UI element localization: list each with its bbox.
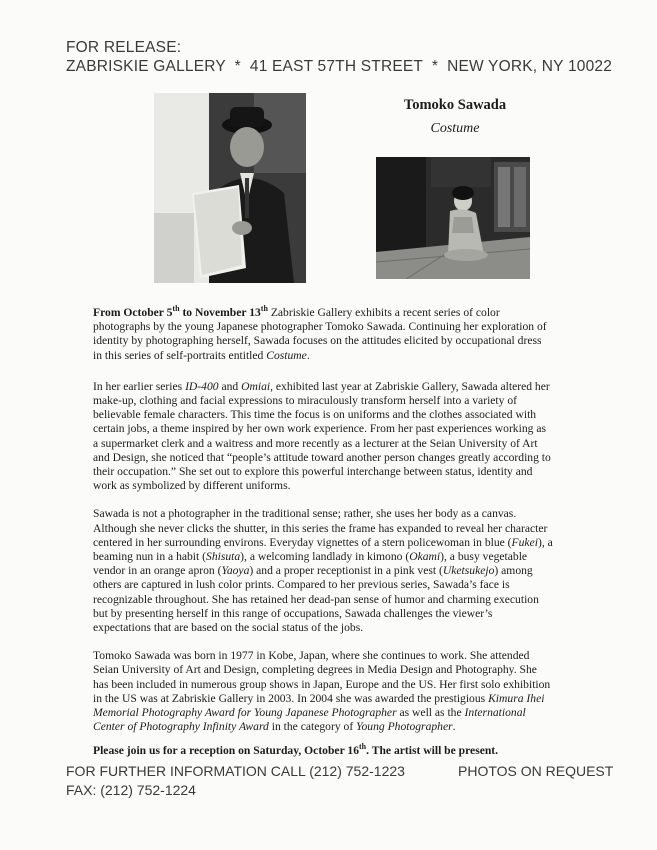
photo-kimono-portrait [376,157,530,279]
text-fragment: Please join us for a reception on Saturday, October 16 [93,744,360,758]
intro-end: . [306,348,310,362]
open-date-start: From October 5 [93,306,173,319]
award-icp-infinity: International Center of Photography Infinity Award [93,706,526,734]
press-release-body [93,306,553,773]
artist-name: Tomoko Sawada [403,97,507,113]
gallery-address: ZABRISKIE GALLERY * 41 EAST 57TH STREET * NEW YORK, NY 10022 [66,58,613,75]
photos-on-request: PHOTOS ON REQUEST [458,763,614,779]
text-fragment: ), a welcoming landlady in kimono ( [240,550,410,564]
ordinal-suffix: th [172,304,180,314]
photo-uniform-portrait [154,93,306,283]
paragraph-photographer [93,507,553,635]
ordinal-suffix: th [359,742,367,752]
series-title: Costume [430,121,480,136]
work-yaoya: Yaoya [221,564,250,578]
kimono-portrait-image [376,157,530,279]
text-fragment: and [218,379,242,393]
phone-info: FOR FURTHER INFORMATION CALL (212) 752-1223 [66,763,405,779]
text-fragment: . The artist will be present. [366,744,499,758]
work-uketsukejo: Uketsukejo [442,564,495,578]
text-fragment: ) among others are captured in lush color prints. Compared to her previous series, Sawada’s face is recognizable throughout. She has retained her dead-pan sense of humor and charming execution but by presenting herself in this range of occupations, Sawada challenges the viewer’s expectations that are based on the social status of the jobs. [93,564,539,635]
text-fragment: , exhibited last year at Zabriskie Gallery, Sawada altered her make-up, clothing and facial expressions to miraculously transform herself into a variety of believable female characters. This time the focus is on uniforms and the clothes associated with certain jobs, a theme inspired by her own work experience. From her past experiences working as a supermarket clerk and a waitress and more recently as a lecturer at the Seian University of Art and Design, she noticed that “people’s attitude toward another person changes greatly according to their occupation.” She set out to explore this powerful interchange between status, identity and work as symbolized by different uniforms. [93,379,551,493]
work-fukei: Fukei [511,535,538,549]
text-fragment: in the category of [268,720,357,734]
text-fragment: In her earlier series [93,379,186,393]
work-shisuta: Shisuta [206,550,241,564]
text-fragment: . [452,720,456,734]
release-header [66,38,612,76]
series-id400: ID-400 [185,379,219,393]
intro-text: Zabriskie Gallery exhibits a recent series of color photographs by the young Japanese photographer Tomoko Sawada. Continuing her exploration of identity by photographing herself, Sawada focuses on the attitudes elicited by occupational dress in this series of self-portraits entitled [93,306,547,362]
uniform-portrait-image [154,93,306,283]
text-fragment: ) and a proper receptionist in a pink vest ( [249,564,443,578]
intro-series-title: Costume [266,348,307,362]
paragraph-earlier-series [93,380,553,494]
open-date-end: to November 13 [179,306,261,319]
contact-footer [66,762,405,800]
reception-invitation [93,744,553,758]
paragraph-intro [93,306,553,363]
fax-info: FAX: (212) 752-1224 [66,782,196,798]
text-fragment: ), a busy vegetable vendor in an orange apron ( [93,550,528,578]
exhibition-title-block [380,96,530,140]
award-category: Young Photographer [356,720,453,734]
text-fragment: Tomoko Sawada was born in 1977 in Kobe, Japan, where she continues to work. She attended Seian University of Art and Design, completing degrees in Media Design and Photography. She has been included in numerous group shows in Japan, Europe and the US. Her first solo exhibition in the US was at Zabriskie Gallery in 2003. In 2004 she was awarded the prestigious [93,649,551,705]
award-kimura-ihei: Kimura Ihei Memorial Photography Award for Young Japanese Photographer [93,691,545,720]
release-label: FOR RELEASE: [66,39,182,56]
text-fragment: ), a beaming nun in a habit ( [93,535,553,564]
work-okami: Okami [409,550,441,564]
text-fragment: Sawada is not a photographer in the traditional sense; rather, she uses her body as a canvas. Although she never clicks the shutter, in this series the frame has expanded to reveal her character centered in her surrounding environs. Everyday vignettes of a stern policewoman in blue ( [93,507,548,549]
paragraph-biography [93,649,553,734]
ordinal-suffix: th [260,304,268,314]
series-omiai: Omiai [241,379,271,393]
text-fragment: as well as the [396,706,465,720]
